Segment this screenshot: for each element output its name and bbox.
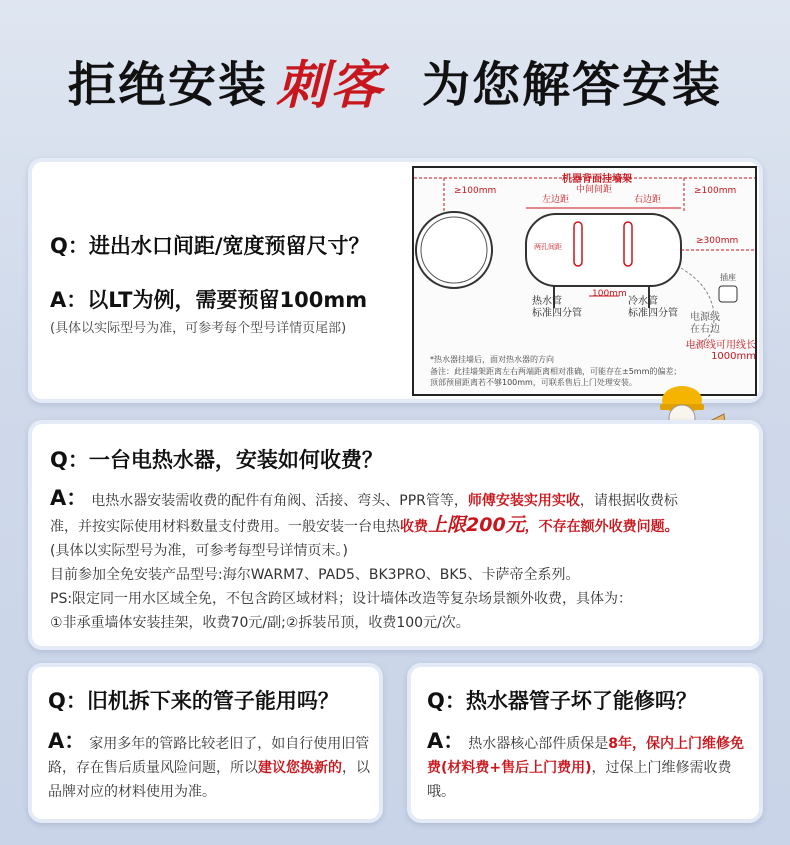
question-text: Q：旧机拆下来的管子能用吗？	[48, 689, 339, 713]
answer-line5: PS:限定同一用水区域全免，不包含跨区域材料；设计墙体改造等复杂场景额外收费，具体为：	[50, 591, 633, 607]
answer-highlight: 8年，保内上门维修免费(材料费+售后上门费用)	[427, 736, 745, 776]
faq-card-old-pipes	[28, 663, 383, 823]
answer-text-b: ，过保上门维修需收费哦。	[427, 760, 732, 800]
label-hot-pipe: 热水管 标准四分管	[532, 296, 582, 319]
answer-line1-a: 电热水器安装需收费的配件有角阀、活接、弯头、PPR管等，	[91, 493, 468, 509]
answer-note: (具体以实际型号为准，可参考每个型号详情页尾部)	[50, 321, 347, 336]
title-red: 刺客	[275, 54, 384, 116]
question-text: Q：进出水口间距/宽度预留尺寸？	[50, 234, 370, 258]
diagram-footnote-2: 备注：此挂墙架距离左右两端距离相对准确，可能存在±5mm的偏差；	[430, 367, 682, 376]
answer-text-a: 家用多年的管路比较老旧了，如自行使用旧管路，存在售后质量风险问题，所以	[48, 736, 370, 776]
label-power-side: 电源线 在右边	[690, 312, 720, 335]
label-bracket: 机器背面挂墙架	[562, 174, 632, 185]
answer-line2-highlight1: 收费	[400, 519, 428, 535]
title-part1: 拒绝安装	[67, 56, 268, 113]
answer-line6: ①非承重墙体安装挂架，收费70元/副;②拆装吊顶，收费100元/次。	[50, 615, 470, 631]
answer-block	[48, 729, 378, 804]
page-title	[0, 40, 790, 120]
answer-label: A：	[427, 729, 465, 753]
answer-label: A：	[50, 486, 88, 510]
faq-card-pipe-spacing	[28, 158, 763, 403]
label-gap-100: 100mm	[592, 289, 627, 299]
label-socket: 插座	[720, 273, 736, 282]
answer-line2-highlight2: ，不存在额外收费问题。	[524, 519, 679, 535]
answer-line4: 目前参加全免安装产品型号:海尔WARM7、PAD5、BK3PRO、BK5、卡萨帝全系列。	[50, 567, 580, 583]
label-left-gap: 左边距	[542, 195, 570, 205]
answer-line1-highlight: 师傅安装实用实收	[467, 493, 580, 509]
question-text: Q：热水器管子坏了能修吗？	[427, 689, 697, 713]
question-text: Q：一台电热水器，安装如何收费？	[50, 448, 383, 472]
answer-label: A：	[48, 729, 86, 753]
label-ge100-left: ≥100mm	[454, 186, 497, 196]
label-middle-gap: 中间间距	[576, 185, 613, 195]
answer-line2-limit: 上限200元	[428, 514, 525, 536]
answer-block	[427, 729, 757, 804]
label-cold-pipe: 冷水管 标准四分管	[628, 296, 678, 319]
answer-line1-b: ，请根据收费标	[579, 493, 678, 509]
answer-text: A：以LT为例，需要预留100mm	[50, 288, 368, 312]
answer-text-b: ，以品牌对应的材料使用为准。	[48, 760, 370, 800]
title-part2: 为您解答安装	[422, 56, 723, 113]
faq-card-pipe-repair	[407, 663, 763, 823]
label-ge100-right: ≥100mm	[694, 186, 737, 196]
answer-highlight: 建议您换新的	[258, 760, 342, 776]
label-right-gap: 右边距	[634, 195, 662, 205]
diagram-footnote-3: 顶部预留距离若不够100mm，可联系售后上门处理安装。	[430, 378, 637, 387]
faq-card-install-fee	[28, 420, 763, 650]
diagram-footnote-1: *热水器挂墙后，面对热水器的方向	[430, 355, 554, 364]
answer-block	[50, 486, 750, 635]
answer-text-a: 热水器核心部件质保是	[468, 736, 609, 752]
installation-diagram	[412, 166, 757, 396]
answer-line2-a: 准，并按实际使用材料数量支付费用。一般安装一台电热	[50, 519, 400, 535]
label-power-length: 电源线可用线长 1000mm	[686, 340, 756, 362]
label-ge300: ≥300mm	[696, 236, 739, 246]
label-hole-spacing: 两孔间距	[534, 243, 562, 251]
answer-line3: (具体以实际型号为准，可参考每型号详情页末。)	[50, 543, 348, 559]
